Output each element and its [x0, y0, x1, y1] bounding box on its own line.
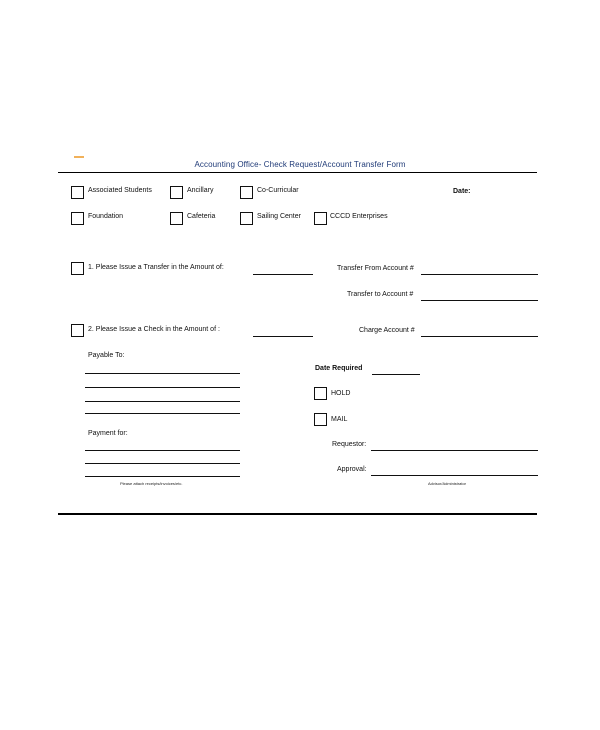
logo-mark — [74, 156, 84, 158]
checkbox-cccd-enterprises[interactable] — [314, 212, 327, 225]
category-label-foundation: Foundation — [88, 213, 124, 220]
bottom-divider — [58, 513, 537, 515]
payable-to-label: Payable To: — [88, 352, 125, 359]
transfer-to-line[interactable] — [421, 300, 538, 301]
charge-account-line[interactable] — [421, 336, 538, 337]
requestor-label: Requestor: — [332, 441, 367, 448]
checkbox-foundation[interactable] — [71, 212, 84, 225]
checkbox-cafeteria[interactable] — [170, 212, 183, 225]
top-divider — [58, 172, 537, 173]
payable-to-line-1[interactable] — [85, 373, 240, 374]
checkbox-transfer[interactable] — [71, 262, 84, 275]
payment-for-line-2[interactable] — [85, 463, 240, 464]
checkbox-co-curricular[interactable] — [240, 186, 253, 199]
checkbox-associated-students[interactable] — [71, 186, 84, 199]
payment-for-label: Payment for: — [88, 430, 128, 437]
approval-label: Approval: — [337, 466, 367, 473]
checkbox-sailing-center[interactable] — [240, 212, 253, 225]
transfer-from-line[interactable] — [421, 274, 538, 275]
payable-to-line-2[interactable] — [85, 387, 240, 388]
payable-to-line-3[interactable] — [85, 401, 240, 402]
transfer-from-label: Transfer From Account # — [337, 265, 414, 272]
transfer-amount-line[interactable] — [253, 274, 313, 275]
checkbox-hold[interactable] — [314, 387, 327, 400]
checkbox-check[interactable] — [71, 324, 84, 337]
date-required-line[interactable] — [372, 374, 420, 375]
checkbox-mail[interactable] — [314, 413, 327, 426]
category-label-sailing-center: Sailing Center — [257, 213, 301, 220]
advisor-note: Advisor/Administrator — [428, 481, 467, 486]
transfer-to-label: Transfer to Account # — [347, 291, 414, 298]
check-amount-line[interactable] — [253, 336, 313, 337]
transfer-option-label: 1. Please Issue a Transfer in the Amount of: — [88, 264, 224, 271]
approval-line[interactable] — [371, 475, 538, 476]
category-label-associated-students: Associated Students — [88, 187, 152, 194]
payment-for-line-1[interactable] — [85, 450, 240, 451]
form-title: Accounting Office- Check Request/Account Transfer Form — [194, 160, 406, 169]
attach-note: Please attach receipts/invoices/etc. — [120, 481, 183, 486]
payment-for-line-3[interactable] — [85, 476, 240, 477]
check-option-label: 2. Please Issue a Check in the Amount of : — [88, 326, 220, 333]
payable-to-line-4[interactable] — [85, 413, 240, 414]
charge-account-label: Charge Account # — [359, 327, 415, 334]
mail-label: MAIL — [331, 416, 348, 423]
date-required-label: Date Required — [315, 365, 363, 372]
category-label-cafeteria: Cafeteria — [187, 213, 216, 220]
hold-label: HOLD — [331, 390, 351, 397]
category-label-co-curricular: Co-Curricular — [257, 187, 299, 194]
checkbox-ancillary[interactable] — [170, 186, 183, 199]
category-label-ancillary: Ancillary — [187, 187, 214, 194]
requestor-line[interactable] — [371, 450, 538, 451]
date-label: Date: — [453, 188, 471, 195]
category-label-cccd-enterprises: CCCD Enterprises — [330, 213, 388, 220]
